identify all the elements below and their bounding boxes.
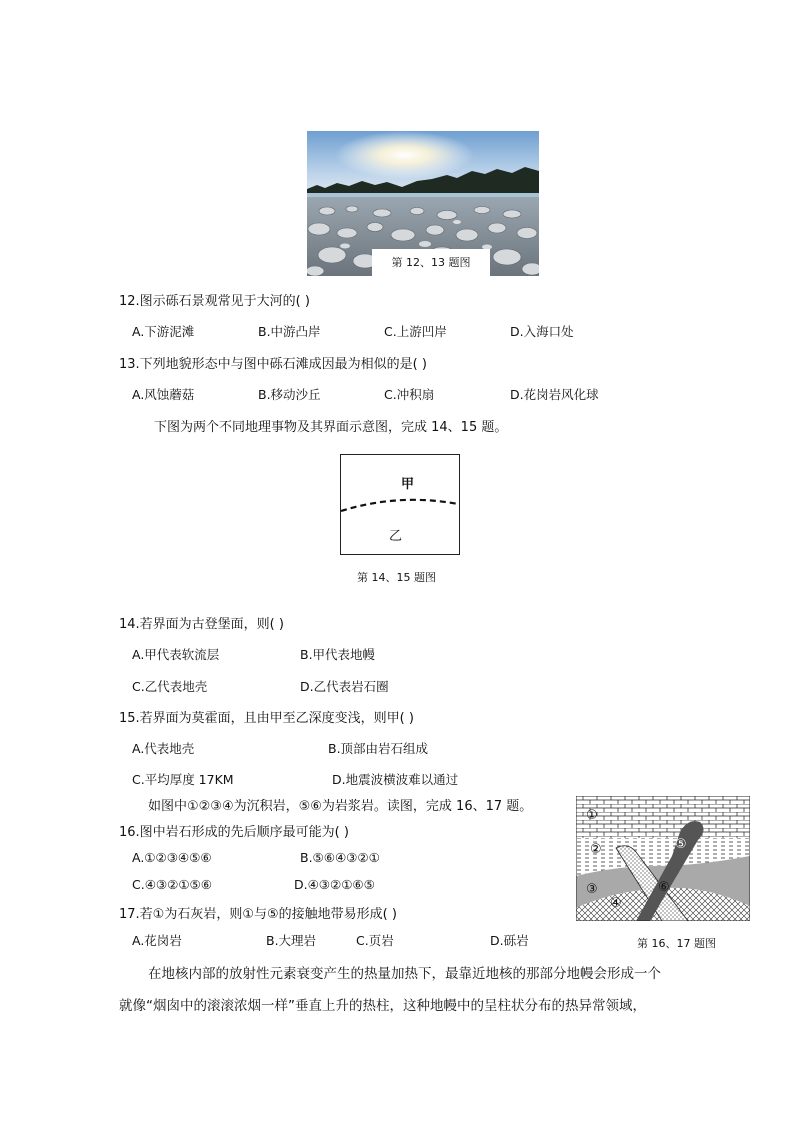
question-17-option-c[interactable]: C.页岩 <box>356 933 394 948</box>
question-12-stem: 12.图示砾石景观常见于大河的( ) <box>119 294 310 309</box>
rock-strata-diagram <box>576 796 750 921</box>
question-12-option-c[interactable]: C.上游凹岸 <box>384 324 447 339</box>
label-rock-4: ④ <box>610 896 622 911</box>
label-jia: 甲 <box>401 477 415 492</box>
figure-caption-16-17: 第 16、17 题图 <box>637 937 716 950</box>
question-15-option-b[interactable]: B.顶部由岩石组成 <box>328 741 429 756</box>
question-14-option-c[interactable]: C.乙代表地壳 <box>132 679 208 694</box>
question-17-option-b[interactable]: B.大理岩 <box>266 933 317 948</box>
question-17-option-a[interactable]: A.花岗岩 <box>132 933 182 948</box>
question-14-option-b[interactable]: B.甲代表地幔 <box>300 647 376 662</box>
question-16-stem: 16.图中岩石形成的先后顺序最可能为( ) <box>119 825 349 840</box>
label-rock-6: ⑥ <box>658 880 670 895</box>
label-rock-3: ③ <box>586 882 598 897</box>
interface-dashed-line <box>341 500 458 511</box>
question-13-option-d[interactable]: D.花岗岩风化球 <box>510 387 599 402</box>
question-13-option-a[interactable]: A.风蚀蘑菇 <box>132 387 195 402</box>
question-13-option-c[interactable]: C.冲积扇 <box>384 387 435 402</box>
question-15-option-c[interactable]: C.平均厚度 17KM <box>132 772 234 787</box>
figure-caption-12-13: 第 12、13 题图 <box>372 249 490 276</box>
question-12-option-d[interactable]: D.入海口处 <box>510 324 574 339</box>
question-12-option-b[interactable]: B.中游凸岸 <box>258 324 321 339</box>
question-14-stem: 14.若界面为古登堡面，则( ) <box>119 617 284 632</box>
question-15-stem: 15.若界面为莫霍面，且由甲至乙深度变浅，则甲( ) <box>119 711 414 726</box>
question-14-option-a[interactable]: A.甲代表软流层 <box>132 647 220 662</box>
label-rock-5: ⑤ <box>675 837 687 852</box>
label-rock-2: ② <box>590 842 602 857</box>
question-13-stem: 13.下列地貌形态中与图中砾石滩成因最为相似的是( ) <box>119 357 427 372</box>
question-15-option-d[interactable]: D.地震波横波难以通过 <box>332 772 459 787</box>
label-yi: 乙 <box>389 529 403 544</box>
question-16-option-b[interactable]: B.⑤⑥④③②① <box>300 850 380 865</box>
passage-line-1: 在地核内部的放射性元素衰变产生的热量加热下，最靠近地核的那部分地幔会形成一个 <box>148 966 661 982</box>
question-17-stem: 17.若①为石灰岩，则①与⑤的接触地带易形成( ) <box>119 907 397 922</box>
intro-16-17: 如图中①②③④为沉积岩，⑤⑥为岩浆岩。读图，完成 16、17 题。 <box>148 799 533 814</box>
question-16-option-d[interactable]: D.④③②①⑥⑤ <box>294 877 375 892</box>
interface-diagram <box>340 454 460 555</box>
figure-caption-14-15: 第 14、15 题图 <box>357 571 436 584</box>
intro-14-15: 下图为两个不同地理事物及其界面示意图，完成 14、15 题。 <box>154 420 508 435</box>
question-17-option-d[interactable]: D.砾岩 <box>490 933 529 948</box>
question-16-option-a[interactable]: A.①②③④⑤⑥ <box>132 850 212 865</box>
question-14-option-d[interactable]: D.乙代表岩石圈 <box>300 679 389 694</box>
question-12-option-a[interactable]: A.下游泥滩 <box>132 324 195 339</box>
question-13-option-b[interactable]: B.移动沙丘 <box>258 387 321 402</box>
passage-line-2: 就像“烟囱中的滚滚浓烟一样”垂直上升的热柱，这种地幔中的呈柱状分布的热异常领域， <box>119 998 646 1014</box>
label-rock-1: ① <box>586 808 598 823</box>
question-15-option-a[interactable]: A.代表地壳 <box>132 741 195 756</box>
question-16-option-c[interactable]: C.④③②①⑤⑥ <box>132 877 212 892</box>
